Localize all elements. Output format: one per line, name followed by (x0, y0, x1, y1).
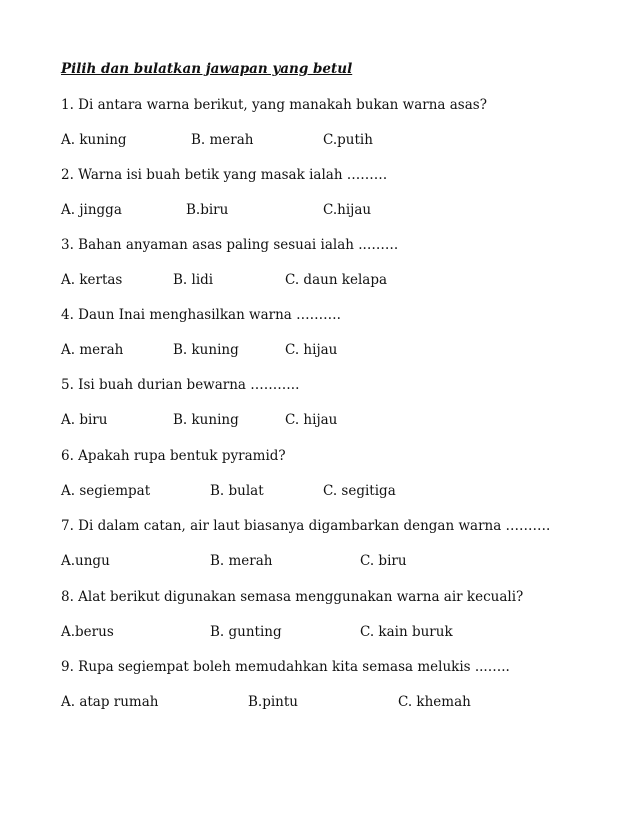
question-2-option-c[interactable]: C.hijau (323, 202, 372, 218)
question-6-option-b[interactable]: B. bulat (210, 483, 264, 499)
question-3-option-b[interactable]: B. lidi (173, 272, 214, 288)
question-6-option-a[interactable]: A. segiempat (61, 483, 151, 499)
question-3-text: 3. Bahan anyaman asas paling sesuai ialah ..……. (61, 237, 399, 253)
question-1-text: 1. Di antara warna berikut, yang manakah bukan warna asas? (61, 97, 487, 113)
question-1-option-c[interactable]: C.putih (323, 132, 373, 148)
question-7-text: 7. Di dalam catan, air laut biasanya digambarkan dengan warna ………. (61, 518, 551, 534)
question-1-option-a[interactable]: A. kuning (61, 132, 127, 148)
question-5-text: 5. Isi buah durian bewarna ……….. (61, 377, 300, 393)
worksheet-instruction-title: Pilih dan bulatkan jawapan yang betul (61, 61, 353, 77)
question-2-text: 2. Warna isi buah betik yang masak ialah ……… (61, 167, 388, 183)
question-4-option-a[interactable]: A. merah (61, 342, 124, 358)
question-3-option-a[interactable]: A. kertas (61, 272, 123, 288)
question-9-option-a[interactable]: A. atap rumah (61, 694, 159, 710)
question-7-option-b[interactable]: B. merah (210, 553, 273, 569)
question-7-option-a[interactable]: A.ungu (61, 553, 110, 569)
question-8-text: 8. Alat berikut digunakan semasa menggunakan warna air kecuali? (61, 589, 524, 605)
question-8-option-a[interactable]: A.berus (61, 624, 114, 640)
question-5-option-c[interactable]: C. hijau (285, 412, 338, 428)
question-6-option-c[interactable]: C. segitiga (323, 483, 396, 499)
question-9-text: 9. Rupa segiempat boleh memudahkan kita semasa melukis ...….. (61, 659, 510, 675)
question-8-option-b[interactable]: B. gunting (210, 624, 282, 640)
question-3-option-c[interactable]: C. daun kelapa (285, 272, 388, 288)
question-2-option-b[interactable]: B.biru (186, 202, 229, 218)
question-7-option-c[interactable]: C. biru (360, 553, 407, 569)
question-9-option-c[interactable]: C. khemah (398, 694, 471, 710)
question-9-option-b[interactable]: B.pintu (248, 694, 298, 710)
question-4-text: 4. Daun Inai menghasilkan warna ………. (61, 307, 341, 323)
question-5-option-b[interactable]: B. kuning (173, 412, 239, 428)
question-4-option-c[interactable]: C. hijau (285, 342, 338, 358)
question-4-option-b[interactable]: B. kuning (173, 342, 239, 358)
question-5-option-a[interactable]: A. biru (61, 412, 108, 428)
question-8-option-c[interactable]: C. kain buruk (360, 624, 453, 640)
question-2-option-a[interactable]: A. jingga (61, 202, 122, 218)
question-6-text: 6. Apakah rupa bentuk pyramid? (61, 448, 286, 464)
question-1-option-b[interactable]: B. merah (191, 132, 254, 148)
